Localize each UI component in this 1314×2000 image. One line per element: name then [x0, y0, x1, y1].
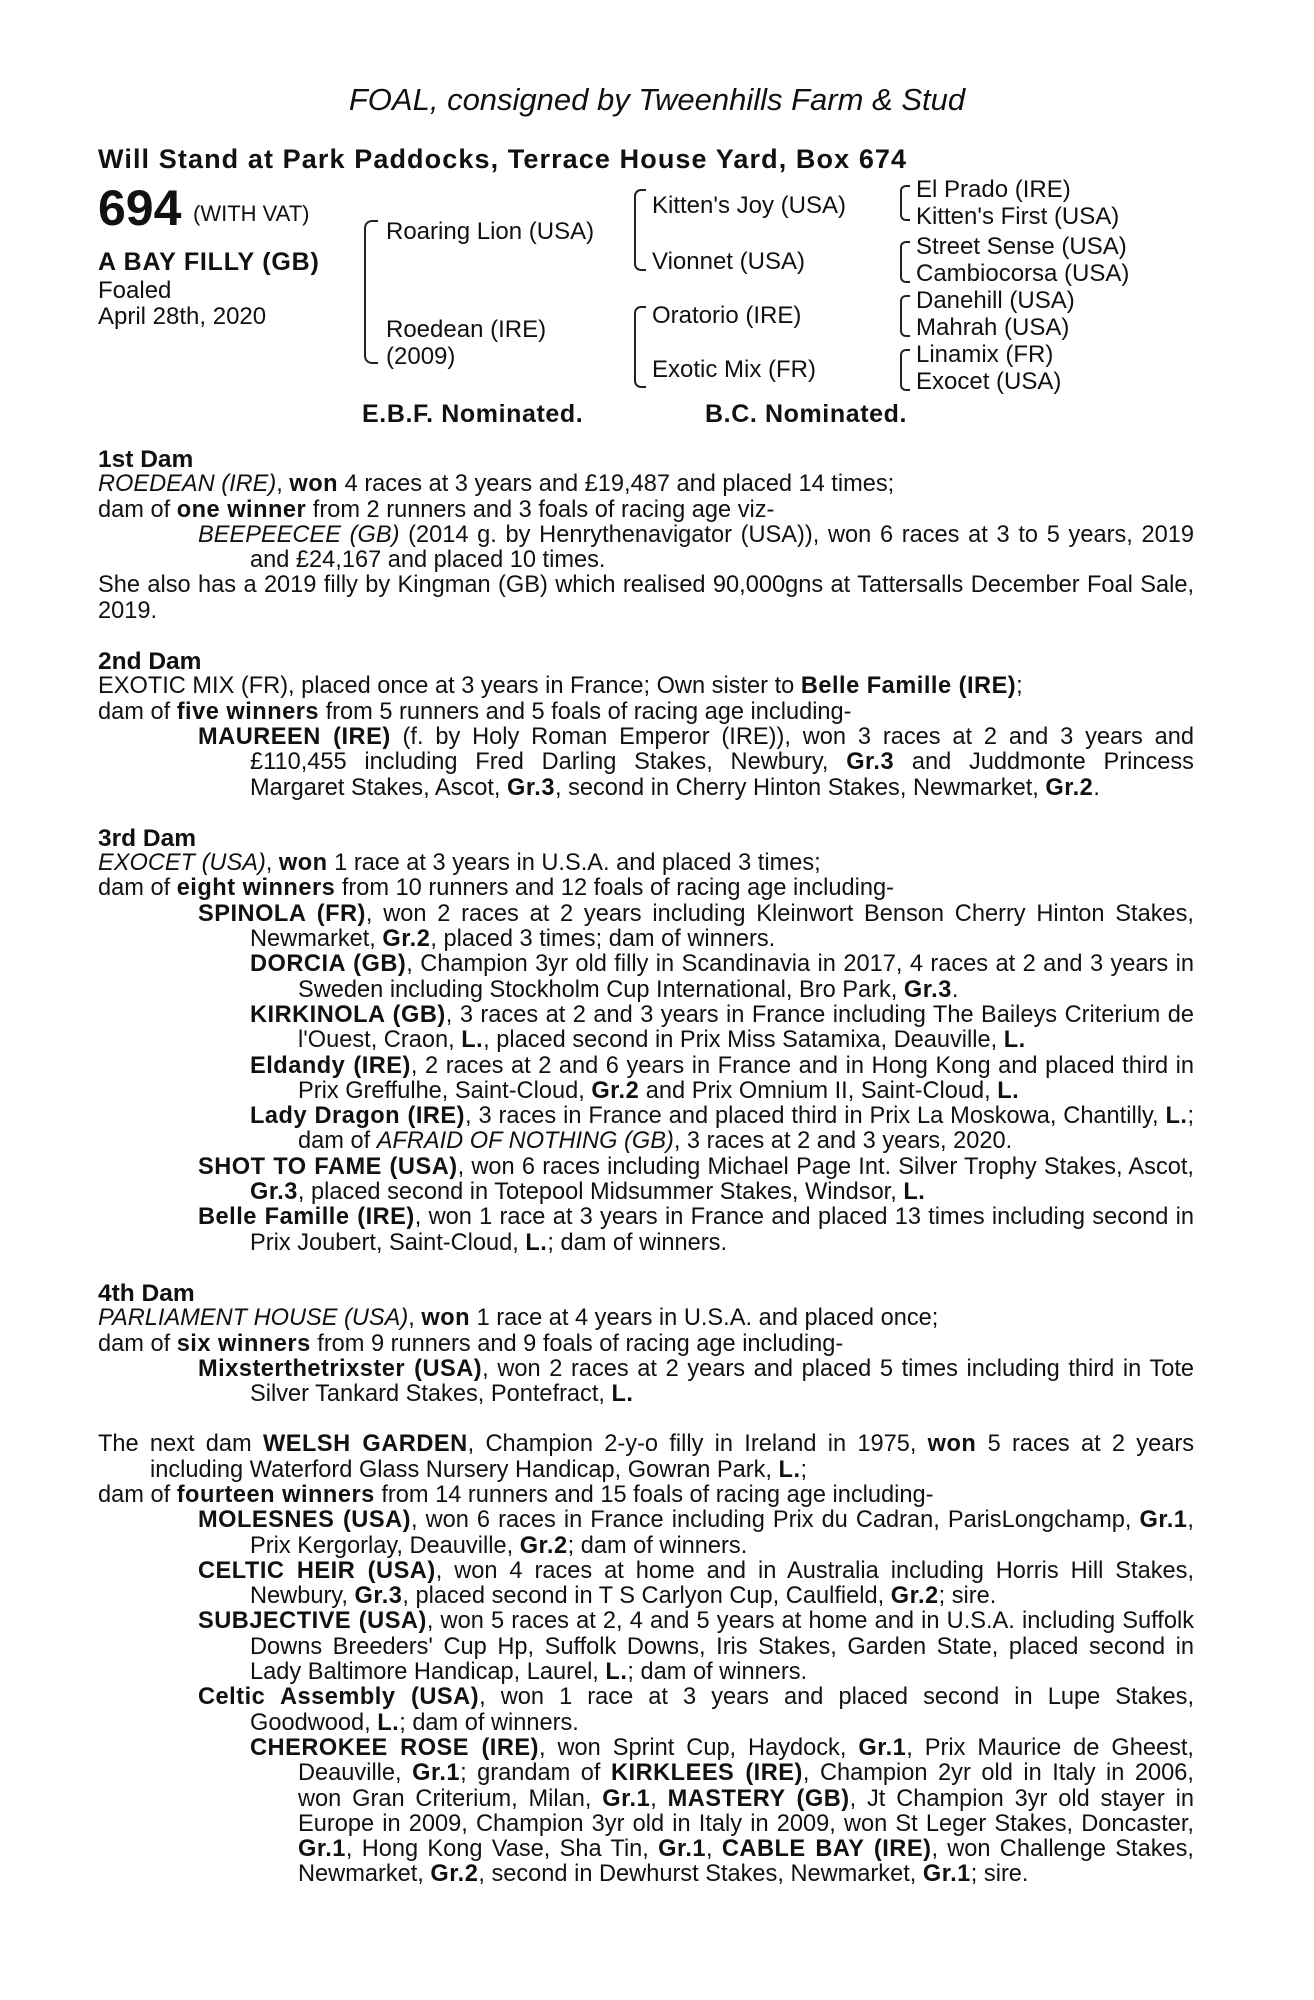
text-run: , Champion 2yr old in Italy in 2006, won Gran Criterium, Milan,	[298, 1760, 1194, 1812]
section-heading: 2nd Dam	[98, 648, 202, 676]
pedigree-dam-dam: Exotic Mix (FR)	[652, 356, 816, 383]
bold-text: Gr.2	[430, 1861, 479, 1888]
bold-text: Eldandy (IRE)	[250, 1052, 411, 1079]
progeny-entry	[98, 902, 1194, 953]
pedigree-gen3-3: Street Sense (USA)	[916, 233, 1127, 260]
bold-text: Gr.1	[602, 1785, 651, 1812]
pedigree-brace-dam	[634, 306, 646, 388]
dam-line	[98, 851, 1194, 876]
italic-text: BEEPEECEE (GB)	[198, 521, 400, 548]
text-run: .	[951, 976, 959, 1003]
section-heading: 4th Dam	[98, 1279, 195, 1307]
bold-text: Celtic Assembly (USA)	[198, 1684, 480, 1711]
section-dam1	[98, 447, 1194, 624]
text-run: dam of	[98, 1481, 177, 1508]
stand-location: Will Stand at Park Paddocks, Terrace House Yard, Box 674	[98, 144, 908, 174]
pedigree-sire-dam: Vionnet (USA)	[652, 248, 805, 275]
text-run: ; dam of winners.	[547, 1229, 728, 1256]
text-run: , 3 races at 2 and 3 years in France including The Baileys Criterium de l'Ouest, Craon,	[298, 1001, 1194, 1054]
text-run: ,	[265, 850, 279, 877]
dam-produce-line	[98, 876, 1194, 901]
italic-text: AFRAID OF NOTHING (GB)	[376, 1128, 674, 1155]
bold-text: Lady Dragon (IRE)	[250, 1103, 466, 1130]
text-run: dam of	[98, 875, 177, 902]
text-run: , won 2 races at 2 years including Kleinwort Benson Cherry Hinton Stakes, Newmarket,	[250, 900, 1194, 953]
text-run: ;	[1016, 673, 1023, 700]
bold-text: Gr.1	[298, 1836, 346, 1863]
pedigree-gen3-1: El Prado (IRE)	[916, 176, 1071, 203]
text-run: ; sire.	[938, 1583, 997, 1610]
foaled-date: April 28th, 2020	[98, 303, 267, 330]
progeny-entry	[98, 1003, 1194, 1054]
section-dam2	[98, 649, 1194, 801]
text-run: , won 4 races at home and in Australia including Horris Hill Stakes, Newbury,	[250, 1557, 1194, 1610]
text-run: ; grandam of	[460, 1760, 611, 1787]
pedigree-brace-g3a	[900, 185, 910, 221]
bold-text: L.	[903, 1179, 926, 1206]
dam-produce-line	[98, 498, 1194, 523]
bold-text: Gr.1	[658, 1836, 707, 1863]
bold-text: Gr.1	[922, 1861, 971, 1888]
bold-text: SHOT TO FAME (USA)	[198, 1153, 458, 1180]
text-run: ; dam of winners.	[567, 1532, 748, 1559]
bold-text: Gr.1	[1139, 1507, 1188, 1534]
pedigree-sire: Roaring Lion (USA)	[386, 218, 595, 245]
text-run: , placed second in Prix Miss Satamixa, Deauville,	[483, 1027, 1004, 1054]
bold-text: won	[421, 1305, 471, 1332]
bold-text: L.	[997, 1077, 1020, 1104]
text-run: , won Sprint Cup, Haydock,	[539, 1734, 859, 1761]
text-run: 5 races at 2 years including Waterford Glass Nursery Handicap, Gowran Park,	[150, 1431, 1194, 1483]
dam-produce-line	[98, 700, 1194, 725]
pedigree-gen3-5: Danehill (USA)	[916, 287, 1075, 314]
progeny-entry	[98, 1508, 1194, 1559]
bold-text: Gr.3	[354, 1583, 403, 1610]
catalogue-body	[98, 447, 1194, 1888]
progeny-list	[98, 725, 1194, 801]
bold-text: KIRKINOLA (GB)	[250, 1001, 446, 1028]
bold-text: DORCIA (GB)	[250, 951, 407, 978]
section-dam4	[98, 1281, 1194, 1407]
bold-text: CELTIC HEIR (USA)	[198, 1557, 436, 1584]
bold-text: Gr.2	[519, 1532, 568, 1559]
progeny-entry	[98, 1205, 1194, 1256]
progeny-entry	[98, 1685, 1194, 1736]
bold-text: L.	[1165, 1103, 1188, 1130]
text-run: , placed second in Totepool Midsummer Stakes, Windsor,	[297, 1179, 904, 1206]
bold-text: SUBJECTIVE (USA)	[198, 1608, 427, 1635]
vat-note: (WITH VAT)	[193, 201, 310, 226]
text-run: (f. by Holy Roman Emperor (IRE)), won 3 races at 2 and 3 years and £110,455 including Fred Darling Stakes, Newbury,	[250, 723, 1194, 776]
progeny-entry	[98, 523, 1194, 574]
bold-text: fourteen winners	[176, 1481, 375, 1508]
text-run: ; dam of	[298, 1103, 1194, 1155]
text-run: from 2 runners and 3 foals of racing age viz-	[306, 496, 775, 523]
text-run: , Prix Kergorlay, Deauville,	[250, 1507, 1194, 1559]
dam-line	[98, 674, 1194, 699]
bold-text: Gr.2	[890, 1583, 939, 1610]
pedigree-gen3-4: Cambiocorsa (USA)	[916, 260, 1130, 287]
bold-text: won	[289, 471, 339, 498]
text-run: , Champion 3yr old filly in Scandinavia in 2017, 4 races at 2 and 3 years in Sweden including Stockholm Cup International, Bro Park,	[298, 951, 1194, 1003]
bold-text: one winner	[176, 496, 307, 523]
dam-note	[98, 573, 1194, 624]
progeny-entry	[98, 1054, 1194, 1105]
text-run: She also has a 2019 filly by Kingman (GB) which realised 90,000gns at Tattersalls December Foal Sale, 2019.	[98, 572, 1194, 624]
section-heading: 3rd Dam	[98, 824, 197, 852]
text-run: , Hong Kong Vase, Sha Tin,	[345, 1836, 659, 1863]
text-run: , Jt Champion 3yr old stayer in Europe in 2009, Champion 3yr old in Italy in 2009, won St Leger Stakes, Doncaster,	[298, 1785, 1194, 1837]
bold-text: SPINOLA (FR)	[198, 900, 366, 927]
text-run: ;	[800, 1456, 808, 1483]
italic-text: PARLIAMENT HOUSE (USA)	[98, 1305, 409, 1332]
pedigree-gen3-6: Mahrah (USA)	[916, 314, 1070, 341]
sale-header-title: FOAL, consigned by Tweenhills Farm & Stud	[348, 82, 966, 117]
bold-text: L.	[605, 1659, 628, 1686]
text-run: , second in Cherry Hinton Stakes, Newmarket,	[554, 774, 1046, 801]
text-run: from 10 runners and 12 foals of racing age including-	[335, 875, 894, 902]
section-next-dam	[98, 1432, 1194, 1887]
bold-text: L.	[778, 1456, 801, 1483]
text-run: 1 race at 3 years in U.S.A. and placed 3 times;	[327, 850, 821, 877]
bold-text: eight winners	[176, 875, 336, 902]
progeny-entry	[98, 1155, 1194, 1206]
text-run: ; dam of winners.	[627, 1659, 808, 1686]
progeny-entry	[98, 1609, 1194, 1685]
text-run: and Prix Omnium II, Saint-Cloud,	[639, 1077, 998, 1104]
progeny-list	[98, 523, 1194, 574]
bold-text: Belle Famille (IRE)	[198, 1204, 415, 1231]
bold-text: MASTERY (GB)	[667, 1785, 850, 1812]
italic-text: ROEDEAN (IRE)	[98, 471, 277, 498]
dam-produce-line	[98, 1332, 1194, 1357]
text-run: , 3 races at 2 and 3 years, 2020.	[673, 1128, 1013, 1155]
bold-text: won	[278, 850, 328, 877]
bold-text: Belle Famille (IRE)	[800, 673, 1017, 700]
bold-text: Gr.3	[846, 749, 895, 776]
text-run: , won 6 races including Michael Page Int. Silver Trophy Stakes, Ascot,	[457, 1153, 1194, 1180]
bold-text: Gr.2	[1045, 774, 1094, 801]
bold-text: L.	[377, 1709, 400, 1736]
text-run: dam of	[98, 1330, 177, 1357]
bold-text: Gr.1	[858, 1734, 907, 1761]
foaled-label: Foaled	[98, 277, 172, 304]
progeny-list	[98, 1508, 1194, 1887]
text-run: , Prix Maurice de Gheest, Deauville,	[298, 1734, 1194, 1787]
dam-line	[98, 472, 1194, 497]
progeny-entry	[98, 725, 1194, 801]
pedigree-brace-g3c	[900, 295, 910, 337]
horse-name: A BAY FILLY (GB)	[98, 248, 320, 276]
text-run: , won Challenge Stakes, Newmarket,	[298, 1836, 1194, 1888]
pedigree-dam-year: (2009)	[386, 343, 456, 370]
text-run: , won 1 race at 3 years in France and placed 13 times including second in Prix Joubert, Saint-Cloud,	[250, 1204, 1194, 1256]
pedigree-brace-g3b	[900, 241, 910, 283]
section-heading: 1st Dam	[98, 446, 194, 473]
pedigree-dam-sire: Oratorio (IRE)	[652, 302, 802, 329]
text-run: ,	[650, 1785, 668, 1812]
text-run: , won 5 races at 2, 4 and 5 years at home and in U.S.A. including Suffolk Downs Breeders' Cup Hp, Suffolk Downs, Iris Stakes, Garden State, placed second in Lady Baltimore Handicap, Laurel,	[250, 1608, 1194, 1686]
next-dam-intro	[98, 1432, 1194, 1483]
bold-text: Gr.3	[250, 1179, 298, 1206]
text-run: from 5 runners and 5 foals of racing age including-	[319, 698, 852, 725]
progeny-list	[98, 902, 1194, 1256]
pedigree-gen3-7: Linamix (FR)	[916, 341, 1054, 368]
bold-text: WELSH GARDEN	[262, 1431, 468, 1458]
text-run: 1 race at 4 years in U.S.A. and placed once;	[470, 1305, 939, 1332]
bold-text: Gr.1	[412, 1760, 461, 1787]
progeny-list	[98, 1357, 1194, 1408]
pedigree-gen3-8: Exocet (USA)	[916, 368, 1062, 395]
pedigree-gen3-2: Kitten's First (USA)	[916, 203, 1120, 230]
text-run: .	[1093, 774, 1100, 801]
bold-text: five winners	[176, 698, 320, 725]
text-run: ; dam of winners.	[399, 1709, 579, 1736]
text-run: EXOTIC MIX (FR), placed once at 3 years in France; Own sister to	[98, 673, 801, 700]
progeny-entry	[98, 952, 1194, 1003]
bold-text: KIRKLEES (IRE)	[611, 1760, 803, 1787]
pedigree-sire-sire: Kitten's Joy (USA)	[652, 192, 846, 219]
bold-text: L.	[611, 1381, 634, 1408]
section-dam3	[98, 826, 1194, 1256]
text-run: , won 6 races in France including Prix du Cadran, ParisLongchamp,	[410, 1507, 1140, 1534]
italic-text: EXOCET (USA)	[98, 850, 266, 877]
progeny-entry	[98, 1357, 1194, 1408]
text-run: from 9 runners and 9 foals of racing age including-	[310, 1330, 844, 1357]
ebf-nominated: E.B.F. Nominated.	[362, 400, 584, 428]
text-run: The next dam	[98, 1431, 263, 1458]
pedigree-brace-g3d	[900, 349, 910, 391]
bold-text: Gr.2	[382, 926, 431, 953]
text-run: , 2 races at 2 and 6 years in France and in Hong Kong and placed third in Prix Greffulhe, Saint-Cloud,	[298, 1052, 1195, 1104]
bold-text: Gr.2	[591, 1077, 640, 1104]
lot-number: 694	[98, 180, 182, 236]
text-run: dam of	[98, 496, 177, 523]
dam-line	[98, 1306, 1194, 1331]
text-run: , won 1 race at 3 years and placed second in Lupe Stakes, Goodwood,	[250, 1684, 1194, 1736]
bold-text: CABLE BAY (IRE)	[721, 1836, 932, 1863]
text-run: ; sire.	[970, 1861, 1029, 1888]
progeny-entry	[98, 1559, 1194, 1610]
text-run: (2014 g. by Henrythenavigator (USA)), won 6 races at 3 to 5 years, 2019 and £24,167 and placed 10 times.	[250, 521, 1194, 574]
text-run: , placed second in T S Carlyon Cup, Caulfield,	[402, 1583, 891, 1610]
bc-nominated: B.C. Nominated.	[705, 400, 908, 428]
pedigree-brace-main	[364, 220, 378, 364]
text-run: and Juddmonte Princess Margaret Stakes, Ascot,	[250, 749, 1194, 801]
pedigree-dam: Roedean (IRE)	[386, 316, 547, 343]
text-run: , won 2 races at 2 years and placed 5 times including third in Tote Silver Tankard Stakes, Pontefract,	[250, 1355, 1194, 1408]
bold-text: Gr.3	[507, 774, 555, 801]
text-run: ,	[408, 1305, 422, 1332]
text-run: 4 races at 3 years and £19,487 and placed 14 times;	[338, 471, 895, 498]
bold-text: L.	[461, 1027, 484, 1054]
bold-text: CHEROKEE ROSE (IRE)	[250, 1734, 539, 1761]
text-run: , Champion 2-y-o filly in Ireland in 1975,	[467, 1431, 928, 1458]
bold-text: L.	[1003, 1027, 1026, 1054]
text-run: ,	[706, 1836, 722, 1863]
text-run: dam of	[98, 698, 177, 725]
text-run: from 14 runners and 15 foals of racing age including-	[374, 1481, 934, 1508]
text-run: ,	[276, 471, 290, 498]
text-run: , placed 3 times; dam of winners.	[430, 926, 776, 953]
bold-text: Mixsterthetrixster (USA)	[198, 1355, 483, 1382]
bold-text: L.	[525, 1229, 548, 1256]
text-run: , second in Dewhurst Stakes, Newmarket,	[478, 1861, 923, 1888]
pedigree-brace-sire	[634, 189, 646, 271]
bold-text: won	[927, 1431, 977, 1458]
bold-text: MAUREEN (IRE)	[198, 723, 391, 750]
bold-text: Gr.3	[903, 976, 952, 1003]
progeny-entry	[98, 1736, 1194, 1888]
next-dam-produce-line	[98, 1483, 1194, 1508]
progeny-entry	[98, 1104, 1194, 1155]
bold-text: six winners	[176, 1330, 311, 1357]
text-run: , 3 races in France and placed third in Prix La Moskowa, Chantilly,	[465, 1103, 1166, 1130]
bold-text: MOLESNES (USA)	[198, 1507, 411, 1534]
